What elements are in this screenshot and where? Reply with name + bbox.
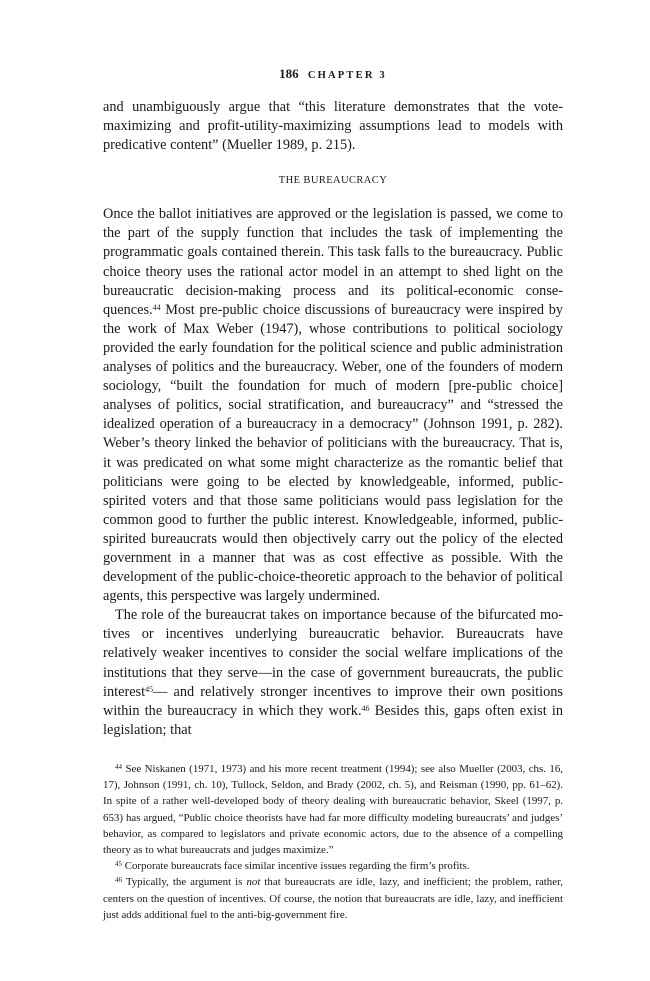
paragraph-text: Most pre-public choice discussions of bureaucracy were inspired by the work of Max Weber (1947), whose contributions to political sociology provided the early foundation for the political science and public administration analyses of politics and the bureaucracy. Weber, one of the founders of modern sociology, “built the foundation for much of modern [pre-public choice] analyses of politics, social stratification, and bureaucracy” and “stressed the idealized operation of a bureaucracy in a democracy” (Johnson 1991, p. 282). Weber’s theory linked the behavior of politicians with the bureaucracy. That is, it was predicated on what some might characterize as the romantic belief that politicians were going to be elected by knowledgeable, informed, public-spirited voters and that those same politicians would pass legislation for the common good to further the public interest. Knowledgeable, informed, public-spirited bureaucrats would then objectively carry out the policy of the elected government in a manner that was as cost effective as possible. With the development of the public-choice-theoretic approach to the behavior of political agents, this perspective was largely undermined.: [103, 301, 563, 605]
main-text: [103, 98, 563, 740]
paragraph-text: Once the ballot initiatives are approved or the legislation is passed, we come to the part of the supply function that includes the task of implementing the programmatic goals contained therein. This task falls to the bureaucracy. Public choice theory uses the rational actor model in an attempt to shed light on the bureaucratic decision-making process and its political-economic consequences.: [103, 206, 563, 318]
footnote-text: See Niskanen (1971, 1973) and his more recent treatment (1994); see also Mueller (2003, chs. 16, 17), Johnson (1991, ch. 10), Tullock, Seldon, and Brady (2002, ch. 5), and Reisman (1990, pp. 61–62). In spite of a rather well-developed body of theory dealing with bureaucratic behavior, Skeel (1997, p. 653) has argued, “Public choice theorists have had far more difficulty modeling bureaucrats’ and judges’ behavior, as compared to legislators and private economic actors, due to the absence of a compelling theory as to what bureaucrats and judges maximize.”: [103, 762, 563, 856]
footnote-45: [103, 858, 563, 874]
paragraph-bureaucracy-2: [103, 606, 563, 740]
page-number: 186: [279, 66, 299, 81]
footnote-reference: 46: [361, 703, 370, 713]
footnote-text: Typically, the argument is: [122, 876, 247, 889]
running-head: [103, 66, 563, 84]
footnote-text: that bureaucrats are idle, lazy, and inefficient; the problem, rather, centers on the question of incentives. Of course, the notion that bureaucrats are idle, lazy, and inefficient just adds additional fuel to the anti-big-government fire.: [103, 876, 563, 921]
footnote-emphasis: not: [246, 876, 261, 889]
paragraph-text: — and relatively stronger incentives to improve their own positions within the bureaucracy in which they work.: [103, 683, 563, 719]
section-heading: THE BUREAUCRACY: [278, 175, 388, 187]
book-page: [103, 66, 563, 923]
footnote-reference: 45: [145, 684, 154, 694]
paragraph-bureaucracy-1: [103, 205, 563, 606]
footnotes: [103, 761, 563, 923]
intro-paragraph: and unambiguously argue that “this literature demonstrates that the vote-maximizing and profit-utility-maximizing assumptions lead to models with predicative content” (Mueller 1989, p. 215).: [103, 99, 563, 154]
footnote-reference: 44: [152, 302, 161, 312]
footnote-number: 44: [115, 762, 122, 771]
footnote-text: Corporate bureaucrats face similar incentive issues regarding the firm’s profits.: [122, 860, 470, 873]
footnote-46: [103, 874, 563, 923]
footnote-44: [103, 761, 563, 858]
chapter-label: CHAPTER 3: [307, 70, 387, 81]
paragraph-text: The role of the bureaucrat takes on importance because of the bifurcated motives or incentives underlying bureaucratic behavior. Bureaucrats have relatively weaker incentives to consider the social welfare implications of the institutions that they serve—in the case of government bureaucrats, the public interest: [103, 607, 563, 700]
paragraph-text: Besides this, gaps often exist in legislation; that: [103, 702, 563, 738]
footnote-number: 45: [115, 860, 122, 869]
footnote-number: 46: [115, 876, 122, 885]
